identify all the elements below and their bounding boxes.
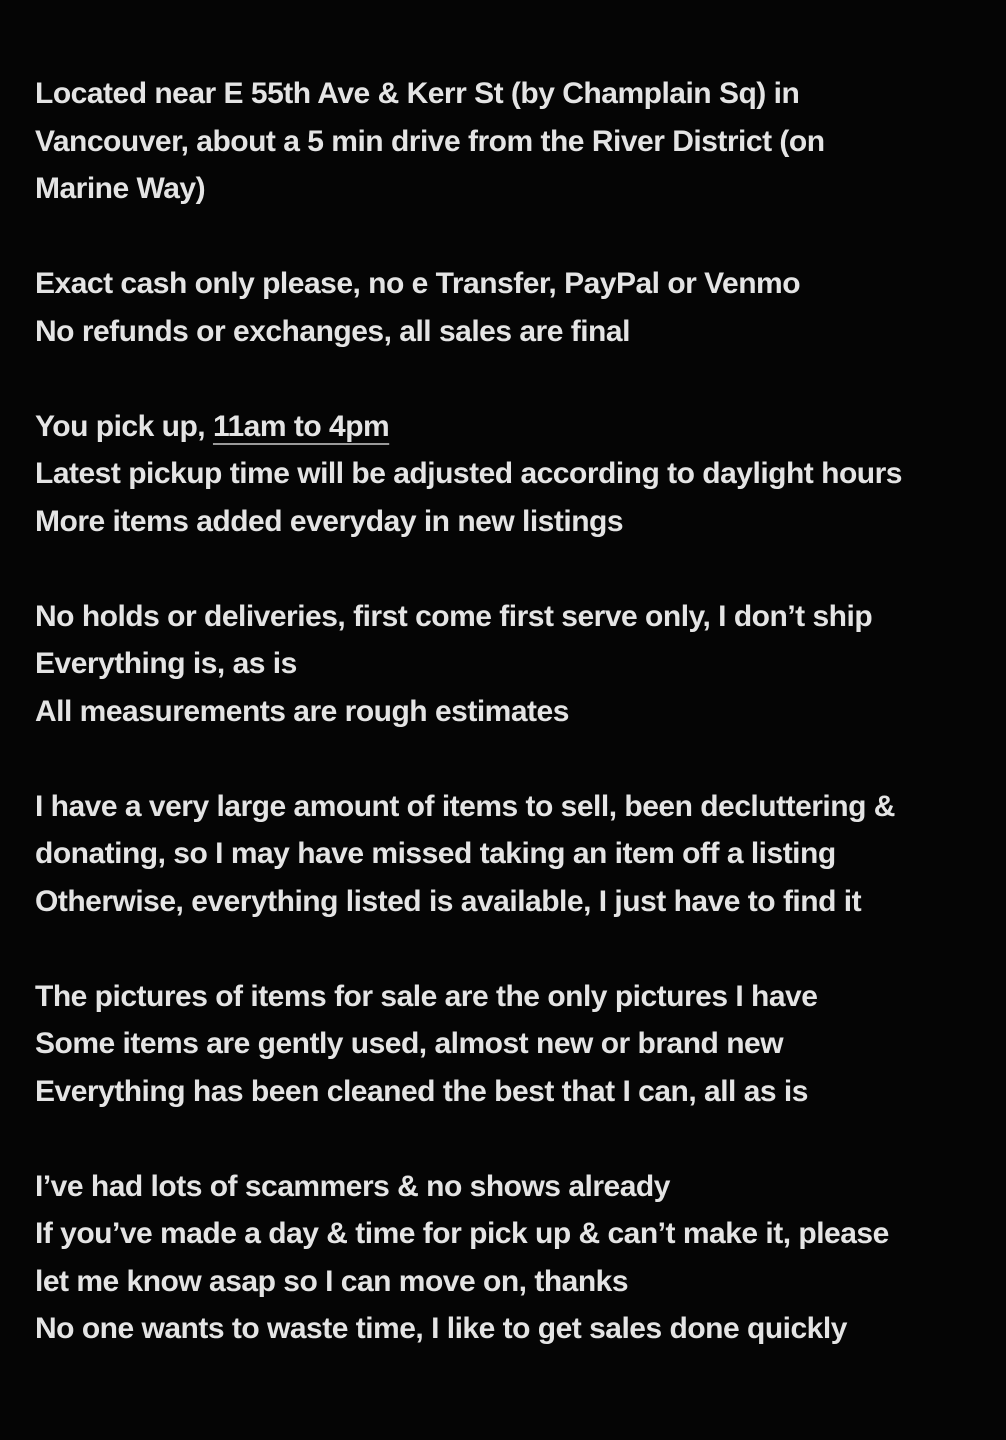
text-line	[35, 403, 976, 451]
paragraph-payment-policy	[35, 260, 976, 355]
text-line: Marine Way)	[35, 172, 206, 205]
text-line: Everything is, as is	[35, 647, 297, 680]
paragraph-inventory-note	[35, 783, 976, 926]
text-line: Latest pickup time will be adjusted according to daylight hours	[35, 457, 902, 490]
text-line: Some items are gently used, almost new or brand new	[35, 1027, 784, 1060]
text-line: I’ve had lots of scammers & no shows already	[35, 1169, 670, 1203]
text-line: Otherwise, everything listed is available, I just have to find it	[35, 884, 862, 918]
paragraph-scammers-note	[35, 1163, 976, 1353]
text-line: No holds or deliveries, first come first serve only, I don’t ship	[35, 599, 873, 633]
text-line: No one wants to waste time, I like to get sales done quickly	[35, 1312, 847, 1345]
text-line: Exact cash only please, no e Transfer, PayPal or Venmo	[35, 267, 801, 300]
text-line: donating, so I may have missed taking an item off a listing	[35, 837, 836, 870]
paragraph-location	[35, 70, 976, 213]
pickup-time-underlined-text: 11am to 4pm	[212, 409, 390, 443]
paragraph-holds-policy	[35, 593, 976, 736]
paragraph-pictures-condition	[35, 973, 976, 1116]
text-line: The pictures of items for sale are the only pictures I have	[35, 979, 818, 1013]
paragraph-pickup-hours	[35, 403, 976, 546]
text-line: I have a very large amount of items to sell, been decluttering &	[35, 789, 895, 823]
text-line: More items added everyday in new listings	[35, 504, 624, 538]
text-line: Located near E 55th Ave & Kerr St (by Champlain Sq) in	[35, 77, 800, 110]
text-line: let me know asap so I can move on, thanks	[35, 1264, 629, 1298]
text-line: No refunds or exchanges, all sales are final	[35, 314, 630, 348]
text-line: Vancouver, about a 5 min drive from the River District (on	[35, 124, 825, 158]
text-line: If you’ve made a day & time for pick up & can’t make it, please	[35, 1217, 889, 1250]
pickup-prefix-text: You pick up,	[35, 409, 213, 443]
text-line: All measurements are rough estimates	[35, 694, 569, 728]
text-line: Everything has been cleaned the best that I can, all as is	[35, 1074, 808, 1108]
